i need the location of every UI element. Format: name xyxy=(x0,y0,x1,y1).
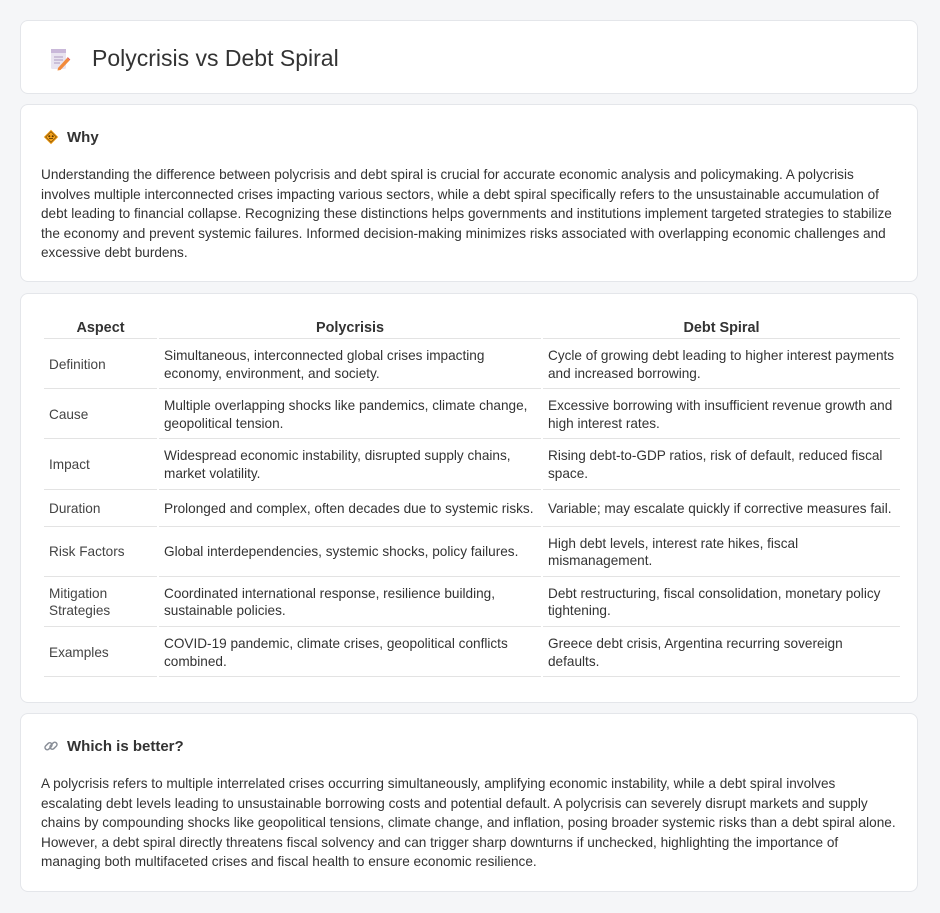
title-card xyxy=(20,20,918,94)
table-row xyxy=(44,341,900,389)
why-section xyxy=(20,104,918,282)
which-is-better-section xyxy=(20,713,918,892)
better-text: A polycrisis refers to multiple interrelated crises occurring simultaneously, amplifying economic instability, while a debt spiral involves escalating debt levels leading to unsustainable borrowing costs and potential default. A polycrisis can severely disrupt markets and supply chains by compounding shocks like geopolitical tensions, climate change, and inflation, posing broader systemic risks than a debt spiral alone. However, a debt spiral directly threatens fiscal solvency and can trigger sharp downturns if unchecked, highlighting the importance of managing both multifaceted crises and fiscal health to ensure economic resilience. xyxy=(41,776,896,870)
better-heading-row xyxy=(43,736,184,756)
table-row xyxy=(44,629,900,677)
polycrisis-cell: COVID-19 pandemic, climate crises, geopolitical conflicts combined. xyxy=(159,629,541,677)
table-row xyxy=(44,441,900,489)
better-heading: Which is better? xyxy=(67,737,184,755)
debt-spiral-cell: Variable; may escalate quickly if corrective measures fail. xyxy=(543,492,900,527)
link-icon xyxy=(43,738,59,754)
debt-spiral-cell: Cycle of growing debt leading to higher interest payments and increased borrowing. xyxy=(543,341,900,389)
why-text: Understanding the difference between polycrisis and debt spiral is crucial for accurate economic analysis and policymaking. A polycrisis involves multiple interconnected crises impacting various sectors, while a debt spiral specifically refers to the unsustainable accumulation of debt leading to financial collapse. Recognizing these distinctions helps governments and institutions implement targeted strategies to stabilize the economy and prevent systemic failures. Informed decision-making minimizes risks associated with overlapping economic challenges and excessive debt burdens. xyxy=(41,167,892,261)
polycrisis-cell: Multiple overlapping shocks like pandemics, climate change, geopolitical tension. xyxy=(159,391,541,439)
page-title: Polycrisis vs Debt Spiral xyxy=(92,45,339,71)
debt-spiral-cell: Rising debt-to-GDP ratios, risk of default, reduced fiscal space. xyxy=(543,441,900,489)
comparison-table xyxy=(42,316,902,679)
debt-spiral-cell: Greece debt crisis, Argentina recurring sovereign defaults. xyxy=(543,629,900,677)
table-header-row xyxy=(44,318,900,339)
header-polycrisis: Polycrisis xyxy=(159,318,541,339)
table-row xyxy=(44,391,900,439)
diamond-sign-icon xyxy=(43,129,59,145)
header-debt-spiral: Debt Spiral xyxy=(543,318,900,339)
debt-spiral-cell: Debt restructuring, fiscal consolidation, monetary policy tightening. xyxy=(543,579,900,627)
aspect-cell: Examples xyxy=(44,629,157,677)
polycrisis-cell: Global interdependencies, systemic shocks, policy failures. xyxy=(159,529,541,577)
table-row xyxy=(44,492,900,527)
aspect-cell: Duration xyxy=(44,492,157,527)
why-heading: Why xyxy=(67,128,99,146)
polycrisis-cell: Prolonged and complex, often decades due to systemic risks. xyxy=(159,492,541,527)
why-heading-row xyxy=(43,127,99,147)
aspect-cell: Definition xyxy=(44,341,157,389)
debt-spiral-cell: High debt levels, interest rate hikes, fiscal mismanagement. xyxy=(543,529,900,577)
comparison-section xyxy=(20,293,918,703)
polycrisis-cell: Widespread economic instability, disrupted supply chains, market volatility. xyxy=(159,441,541,489)
aspect-cell: Risk Factors xyxy=(44,529,157,577)
table-row xyxy=(44,529,900,577)
debt-spiral-cell: Excessive borrowing with insufficient revenue growth and high interest rates. xyxy=(543,391,900,439)
header-aspect: Aspect xyxy=(44,318,157,339)
aspect-cell: Mitigation Strategies xyxy=(44,579,157,627)
polycrisis-cell: Simultaneous, interconnected global crises impacting economy, environment, and society. xyxy=(159,341,541,389)
memo-icon xyxy=(47,47,71,71)
aspect-cell: Cause xyxy=(44,391,157,439)
table-row xyxy=(44,579,900,627)
polycrisis-cell: Coordinated international response, resilience building, sustainable policies. xyxy=(159,579,541,627)
aspect-cell: Impact xyxy=(44,441,157,489)
